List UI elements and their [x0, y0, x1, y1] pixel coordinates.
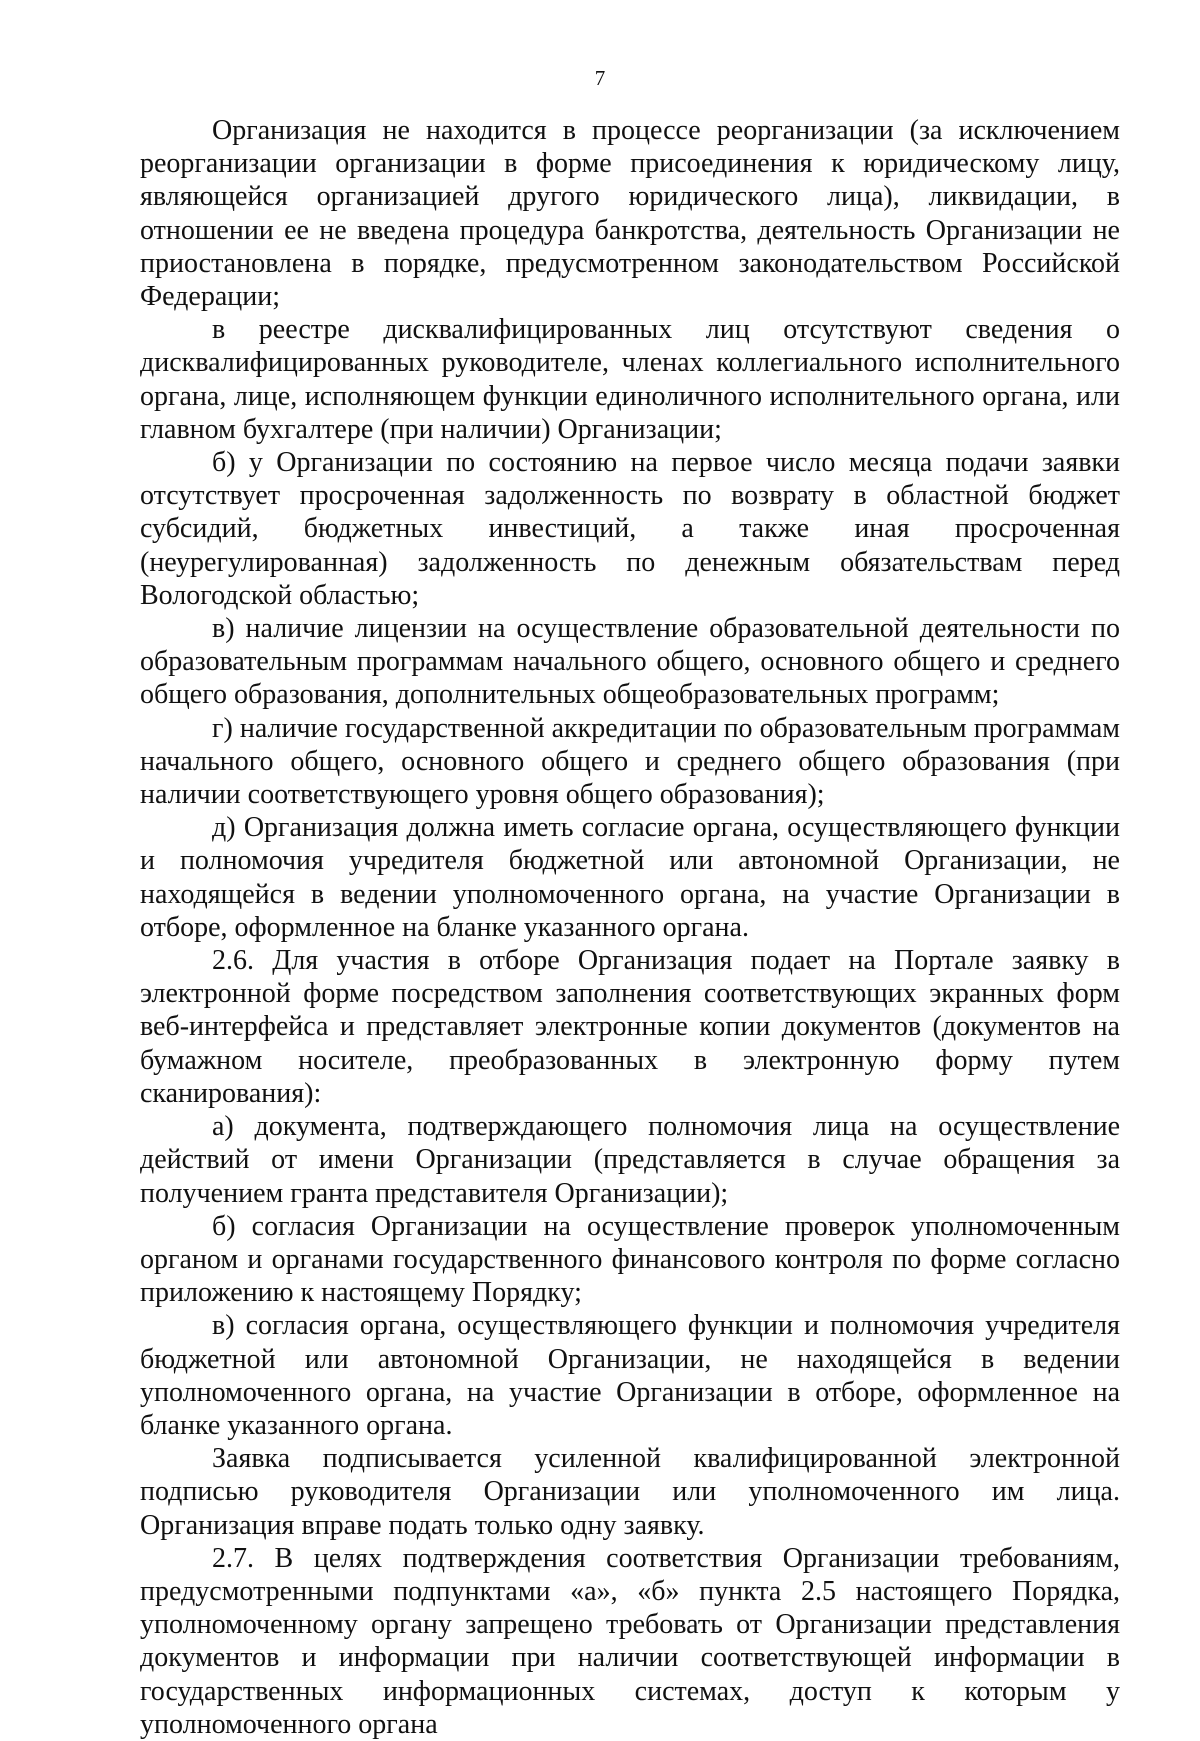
paragraph-item-b-no-debt: б) у Организации по состоянию на первое число месяца подачи заявки отсутствует просроченная задолженность по возврату в областной бюджет субсидий, бюджетных инвестиций, а также иная просроченная (неурегулированная) задолженность по денежным обязательствам перед Вологодской областью;: [140, 447, 1120, 611]
paragraph-item-d-founder-consent: д) Организация должна иметь согласие органа, осуществляющего функции и полномочия учредителя бюджетной или автономной Организации, не находящейся в ведении уполномоченного органа, на участие Организации в отборе, оформленное на бланке указанного органа.: [140, 812, 1120, 943]
page-number: 7: [594, 66, 606, 90]
document-body: [140, 114, 1120, 1741]
paragraph-document-b: б) согласия Организации на осуществление проверок уполномоченным органом и органами государственного финансового контроля по форме согласно приложению к настоящему Порядку;: [140, 1210, 1120, 1309]
paragraph-section-2-6: 2.6. Для участия в отборе Организация подает на Портале заявку в электронной форме посредством заполнения соответствующих экранных форм веб-интерфейса и представляет электронные копии документов (документов на бумажном носителе, преобразованных в электронную форму путем сканирования):: [140, 945, 1120, 1109]
paragraph-item-g-accreditation: г) наличие государственной аккредитации по образовательным программам начального общего, основного общего и среднего общего образования (при наличии соответствующего уровня общего образования);: [140, 712, 1120, 811]
paragraph-document-v: в) согласия органа, осуществляющего функции и полномочия учредителя бюджетной или автономной Организации, не находящейся в ведении уполномоченного органа, на участие Организации в отборе, оформленное на бланке указанного органа.: [140, 1310, 1120, 1441]
paragraph-reorganization-status: Организация не находится в процессе реорганизации (за исключением реорганизации организации в форме присоединения к юридическому лицу, являющейся организацией другого юридического лица), ликвидации, в отношении ее не введена процедура банкротства, деятельность Организации не приостановлена в порядке, предусмотренном законодательством Российской Федерации;: [140, 115, 1120, 313]
paragraph-application-signature: Заявка подписывается усиленной квалифицированной электронной подписью руководителя Организации или уполномоченного им лица. Организация вправе подать только одну заявку.: [140, 1443, 1120, 1541]
paragraph-document-a: а) документа, подтверждающего полномочия лица на осуществление действий от имени Организации (представляется в случае обращения за получением гранта представителя Организации);: [140, 1111, 1120, 1209]
paragraph-disqualified-persons: в реестре дисквалифицированных лиц отсутствуют сведения о дисквалифицированных руководителе, членах коллегиального исполнительного органа, лице, исполняющем функции единоличного исполнительного органа, или главном бухгалтере (при наличии) Организации;: [140, 314, 1120, 445]
paragraph-item-v-license: в) наличие лицензии на осуществление образовательной деятельности по образовательным программам начального общего, основного общего и среднего общего образования, дополнительных общеобразовательных программ;: [140, 613, 1120, 711]
paragraph-section-2-7: 2.7. В целях подтверждения соответствия Организации требованиям, предусмотренными подпунктами «а», «б» пункта 2.5 настоящего Порядка, уполномоченному органу запрещено требовать от Организации представления документов и информации при наличии соответствующей информации в государственных информационных системах, доступ к которым у уполномоченного органа: [140, 1542, 1120, 1740]
